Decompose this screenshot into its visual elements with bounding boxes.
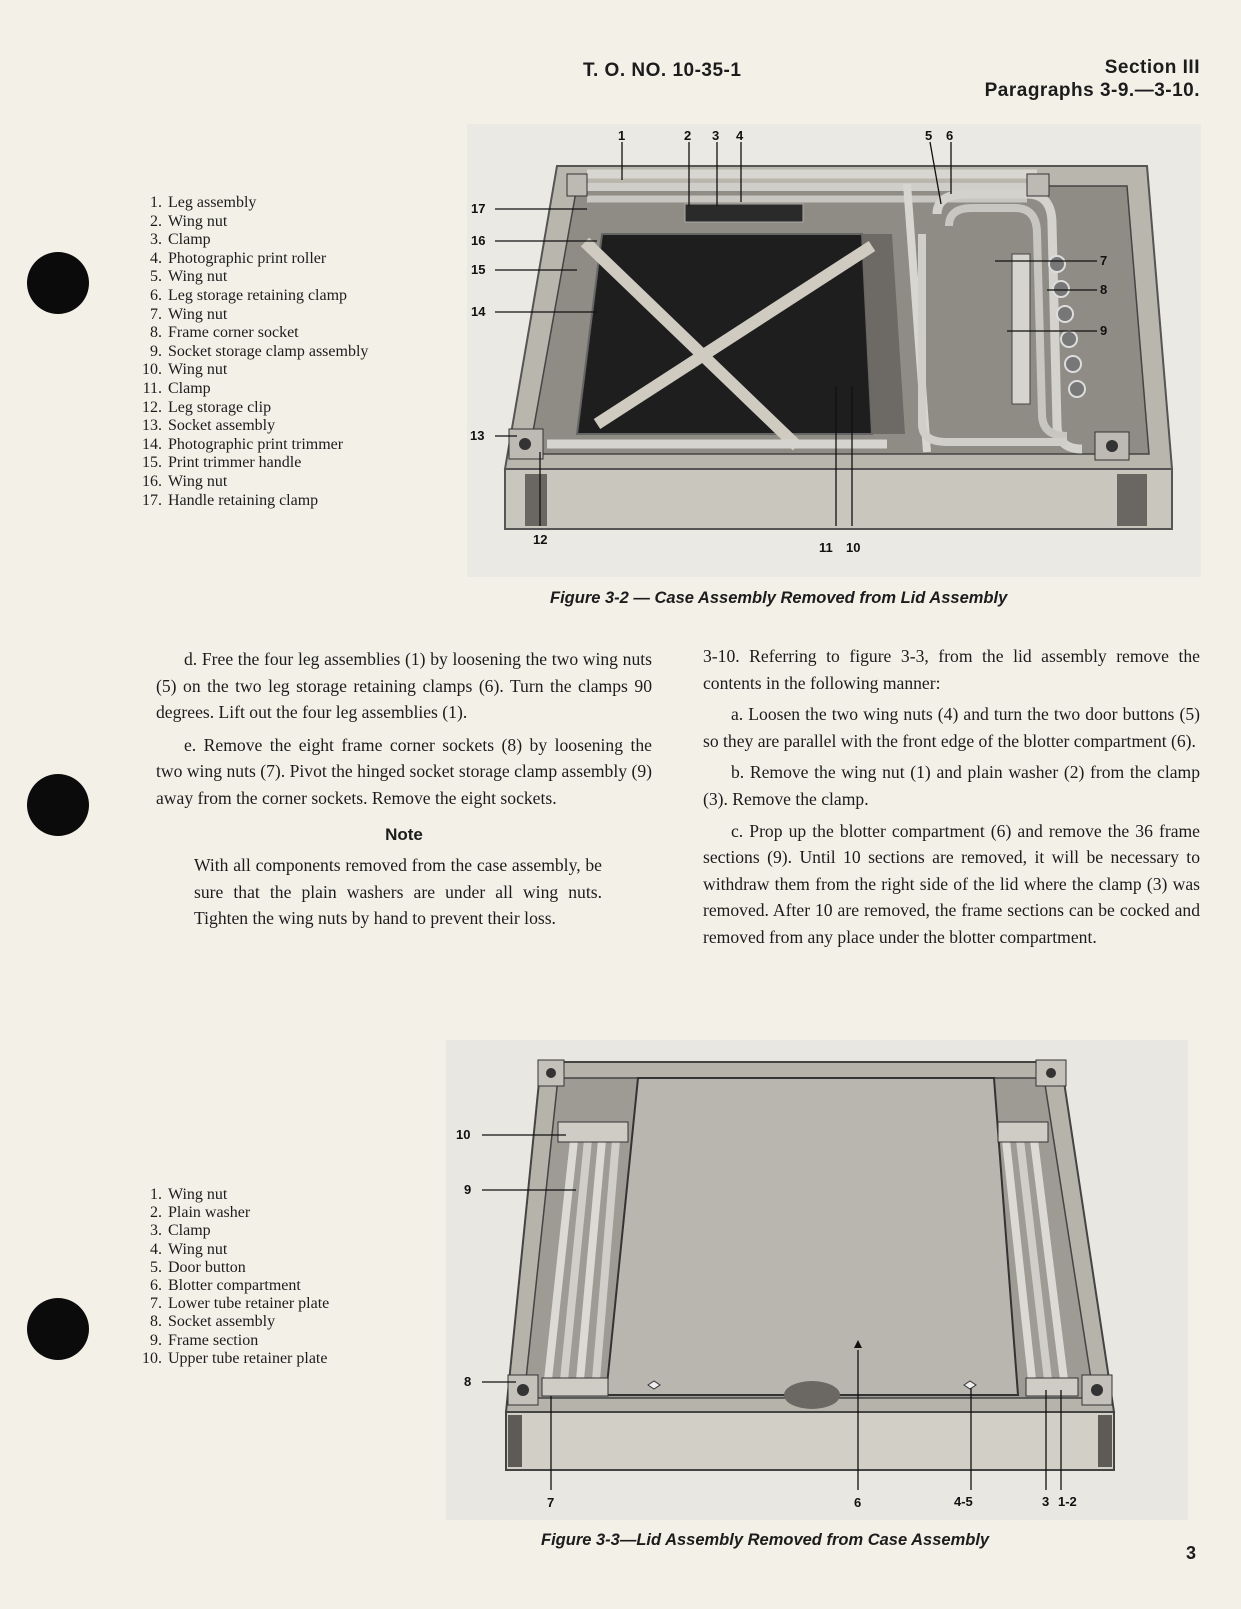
legend-item: 8. Frame corner socket <box>150 324 299 342</box>
punch-hole-top <box>27 252 89 314</box>
legend-item: 1. Wing nut <box>150 1186 228 1203</box>
callout-label: 7 <box>1100 253 1108 268</box>
callout-label: 15 <box>471 262 486 277</box>
callout-label: 10 <box>846 540 861 555</box>
punch-hole-middle <box>27 774 89 836</box>
callout-label: 5 <box>925 128 933 143</box>
punch-hole-bottom <box>27 1298 89 1360</box>
callout-label: 10 <box>456 1127 471 1142</box>
callout-label: 17 <box>471 201 486 216</box>
legend-item: 13. Socket assembly <box>142 417 276 435</box>
callout-label: 9 <box>1100 323 1108 338</box>
paragraph-b: b. Remove the wing nut (1) and plain washer (2) from the clamp (3). Remove the clamp. <box>703 762 1200 809</box>
legend-item: 2. Wing nut <box>150 212 228 230</box>
callout-label: 13 <box>470 428 485 443</box>
legend-item: 6. Leg storage retaining clamp <box>150 286 348 304</box>
page-number: 3 <box>1186 1543 1197 1563</box>
legend-item: 1. Leg assembly <box>150 194 257 211</box>
figure-3-2-caption: Figure 3-2 — Case Assembly Removed from Lid Assembly <box>550 589 1008 607</box>
callout-label: 4 <box>736 128 744 143</box>
legend-item: 17. Handle retaining clamp <box>142 491 319 509</box>
paragraph-c: c. Prop up the blotter compartment (6) and remove the 36 frame sections (9). Until 10 sections are removed, it will be necessary to withdraw them from the right side of the lid where the clamp (3) was removed. After 10 are removed, the frame sections can be cocked and removed from any place under the blotter compartment. <box>703 820 1200 947</box>
callout-label: 8 <box>1100 282 1108 297</box>
callout-label: 2 <box>684 128 692 143</box>
paragraph-e: e. Remove the eight frame corner sockets (8) by loosening the two wing nuts (7). Pivot the hinged socket storage clamp assembly (9) away from the corner sockets. Remove the eight sockets. <box>156 734 652 808</box>
callout-label: 3 <box>712 128 720 143</box>
legend-item: 5. Wing nut <box>150 268 228 286</box>
legend-item: 12. Leg storage clip <box>142 398 272 416</box>
callout-label: 6 <box>854 1495 862 1510</box>
figure-3-2-photo <box>467 124 1201 577</box>
legend-item: 9. Socket storage clamp assembly <box>150 342 369 360</box>
callout-label: 1-2 <box>1058 1494 1077 1509</box>
legend-item: 5. Door button <box>150 1258 246 1276</box>
callout-label: 9 <box>464 1182 472 1197</box>
legend-item: 9. Frame section <box>150 1331 259 1349</box>
callout-label: 4-5 <box>954 1494 973 1509</box>
callout-label: 14 <box>471 304 486 319</box>
left-column <box>156 646 652 932</box>
legend-item: 16. Wing nut <box>142 472 228 490</box>
figure-3-3-legend <box>138 1186 329 1368</box>
legend-item: 4. Wing nut <box>150 1240 228 1258</box>
paragraph-3-10: 3-10. Referring to figure 3-3, from the lid assembly remove the contents in the following manner: <box>703 646 1200 693</box>
legend-item: 2. Plain washer <box>150 1204 251 1222</box>
paragraphs-heading: Paragraphs 3-9.—3-10. <box>984 80 1200 101</box>
note-title: Note <box>385 824 423 844</box>
legend-item: 11. Clamp <box>142 379 211 397</box>
paragraph-a: a. Loosen the two wing nuts (4) and turn the two door buttons (5) so they are parallel with the front edge of the blotter compartment (6). <box>703 704 1200 751</box>
legend-item: 10. Wing nut <box>142 361 228 379</box>
legend-item: 7. Wing nut <box>150 305 228 323</box>
to-number: T. O. NO. 10-35-1 <box>583 60 742 81</box>
callout-label: 11 <box>819 540 833 555</box>
legend-item: 15. Print trimmer handle <box>142 454 302 472</box>
figure-3-3-photo <box>446 1040 1188 1520</box>
callout-label: 1 <box>618 128 626 143</box>
legend-item: 3. Clamp <box>150 1222 211 1240</box>
callout-label: 8 <box>464 1374 472 1389</box>
figure-3-3-caption: Figure 3-3—Lid Assembly Removed from Case Assembly <box>541 1531 990 1549</box>
legend-item: 8. Socket assembly <box>150 1313 276 1331</box>
figure-3-2-legend <box>138 194 368 510</box>
right-column <box>703 643 1200 951</box>
callout-label: 6 <box>946 128 954 143</box>
legend-item: 7. Lower tube retainer plate <box>150 1295 330 1313</box>
callout-label: 12 <box>533 532 548 547</box>
paragraph-d: d. Free the four leg assemblies (1) by loosening the two wing nuts (5) on the two leg storage retaining clamps (6). Turn the clamps 90 degrees. Lift out the four leg assemblies (1). <box>156 649 652 723</box>
note-text: With all components removed from the case assembly, be sure that the plain washers are under all wing nuts. Tighten the wing nuts by hand to prevent their loss. <box>194 855 602 929</box>
legend-item: 4. Photographic print roller <box>150 249 327 267</box>
legend-item: 3. Clamp <box>150 231 211 249</box>
legend-item: 14. Photographic print trimmer <box>142 435 344 453</box>
callout-label: 3 <box>1042 1494 1050 1509</box>
section-heading: Section III <box>1104 57 1200 78</box>
callout-label: 7 <box>547 1495 555 1510</box>
legend-item: 6. Blotter compartment <box>150 1277 301 1295</box>
legend-item: 10. Upper tube retainer plate <box>142 1349 328 1367</box>
callout-label: 16 <box>471 233 486 248</box>
